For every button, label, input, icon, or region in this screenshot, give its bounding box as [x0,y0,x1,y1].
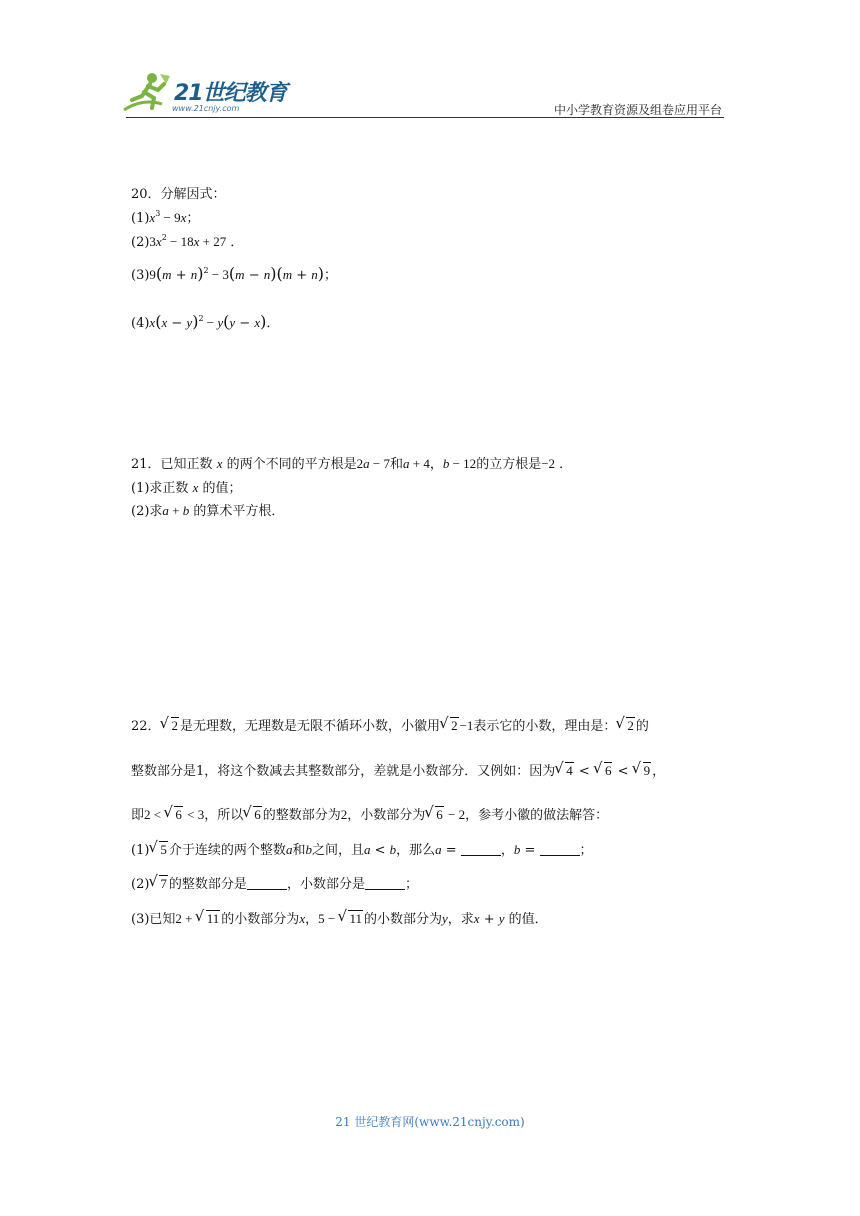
q22-part1: (1)√ 5 介于连续的两个整数a和b之间，且a < b，那么a = ，b = ； [131,841,593,860]
site-logo[interactable] [122,68,292,118]
q22-part3: (3)已知2 + √ 11 的小数部分为x，5 − √ 11 的小数部分为y，求x + y 的值． [131,910,548,929]
q22-line2: 整数部分是1，将这个数减去其整数部分，差就是小数部分．又例如：因为√ 4 < √ 6 < √ 9 ， [131,762,665,781]
q22-part2: (2)√ 7 的整数部分是 ，小数部分是 ； [131,875,418,894]
logo-text: 21世纪教育 [174,81,287,106]
header-platform-name: 中小学教育资源及组卷应用平台 [553,103,722,117]
q21-title: 21．已知正数 x 的两个不同的平方根是2a − 7和a + 4，b − 12的立方根是−2 ． [131,456,573,472]
header-divider [126,117,724,118]
footer-link[interactable]: 21 世纪教育网(www.21cnjy.com) [335,1115,525,1129]
q22-line3: 即2 < √ 6 < 3，所以√ 6 的整数部分为2，小数部分为√ 6 − 2，参考小徽的做法解答： [131,806,608,825]
answer-blank-decimal[interactable] [365,877,405,890]
q20-part2: $(2)3x^2 - 18x + 27$ ． [131,233,244,250]
q21-part2: (2)求a + b 的算术平方根． [131,503,285,519]
q22-line1: 22．√ 2 是无理数，无理数是无限不循环小数，小徽用√ 2 −1表示它的小数，理由是：√ 2 的 [131,717,649,736]
q20-part1: $(1)x^3 - 9x$； [131,209,200,226]
q20-part3: $(3)9(m + n)^2 - 3(m - n)(m + n)$； [131,264,338,283]
answer-blank-b[interactable] [540,843,580,856]
logo-url: www.21cnjy.com [172,104,240,113]
q20-part4: $(4)x(x - y)^2 - y(y - x)$． [131,312,280,331]
q20-title: 20．分解因式： [131,187,226,202]
answer-blank-a[interactable] [461,843,501,856]
q21-part1: (1)求正数 x 的值； [131,480,242,496]
answer-blank-integer[interactable] [247,877,287,890]
runner-logo-icon [122,70,172,116]
